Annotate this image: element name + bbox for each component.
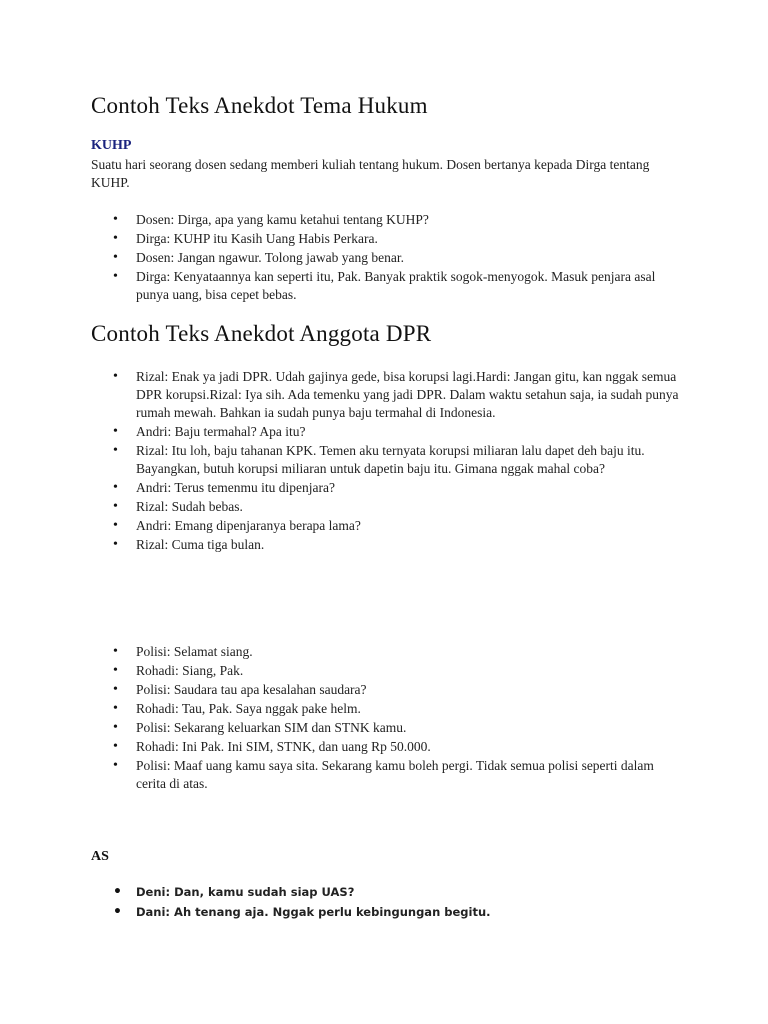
list-item: • Polisi: Saudara tau apa kesalahan saudara?: [91, 681, 681, 699]
list-item: • Dani: Ah tenang aja. Nggak perlu kebingungan begitu.: [91, 903, 681, 922]
list-item: • Andri: Terus temenmu itu dipenjara?: [91, 479, 681, 497]
intro-paragraph: Suatu hari seorang dosen sedang memberi kuliah tentang hukum. Dosen bertanya kepada Dirga tentang KUHP.: [91, 157, 650, 190]
list-item: • Rohadi: Tau, Pak. Saya nggak pake helm.: [91, 700, 681, 718]
list-item: • Polisi: Sekarang keluarkan SIM dan STNK kamu.: [91, 719, 681, 737]
list-item: • Andri: Baju termahal? Apa itu?: [91, 423, 681, 441]
subheading-kuhp: KUHP: [91, 138, 132, 153]
list-item: • Rizal: Sudah bebas.: [91, 498, 681, 516]
list-item: • Rizal: Enak ya jadi DPR. Udah gajinya gede, bisa korupsi lagi.Hardi: Jangan gitu, kan nggak semua DPR korupsi.Rizal: Iya sih. Ada temenku yang jadi DPR. Dalam waktu setahun saja, ia sudah punya rumah mewah. Bahkan ia sudah punya baju termahal di Indonesia.: [91, 368, 681, 422]
list-item: • Dirga: Kenyataannya kan seperti itu, Pak. Banyak praktik sogok-menyogok. Masuk penjara asal punya uang, bisa cepet bebas.: [91, 268, 681, 304]
heading-as: AS: [91, 849, 109, 864]
list-item: • Dosen: Dirga, apa yang kamu ketahui tentang KUHP?: [91, 211, 681, 229]
list-item: • Rizal: Itu loh, baju tahanan KPK. Temen aku ternyata korupsi miliaran lalu dapet deh baju itu. Bayangkan, butuh korupsi miliaran untuk dapetin baju itu. Gimana nggak mahal coba?: [91, 442, 681, 478]
section-title-hukum: Contoh Teks Anekdot Tema Hukum: [91, 93, 428, 118]
list-item: • Polisi: Selamat siang.: [91, 643, 681, 661]
dialog-list-polisi: [91, 643, 681, 794]
list-item: • Andri: Emang dipenjaranya berapa lama?: [91, 517, 681, 535]
list-item: • Polisi: Maaf uang kamu saya sita. Sekarang kamu boleh pergi. Tidak semua polisi seperti dalam cerita di atas.: [91, 757, 681, 793]
list-item: • Dosen: Jangan ngawur. Tolong jawab yang benar.: [91, 249, 681, 267]
list-item: • Deni: Dan, kamu sudah siap UAS?: [91, 883, 681, 902]
list-item: • Rohadi: Ini Pak. Ini SIM, STNK, dan uang Rp 50.000.: [91, 738, 681, 756]
dialog-list-hukum: [91, 211, 681, 305]
dialog-list-uas: [91, 883, 681, 923]
list-item: • Rizal: Cuma tiga bulan.: [91, 536, 681, 554]
list-item: • Dirga: KUHP itu Kasih Uang Habis Perkara.: [91, 230, 681, 248]
list-item: • Rohadi: Siang, Pak.: [91, 662, 681, 680]
dialog-list-dpr: [91, 368, 681, 555]
section-title-dpr: Contoh Teks Anekdot Anggota DPR: [91, 321, 432, 346]
